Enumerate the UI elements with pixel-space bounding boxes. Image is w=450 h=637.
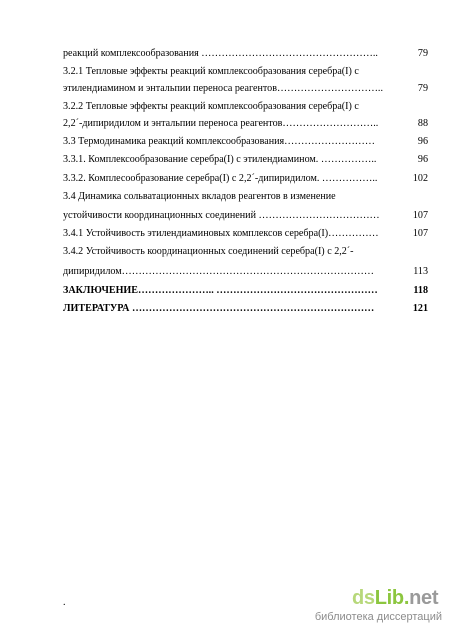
toc-entry-text: устойчивости координационных соединений ……………………………… bbox=[63, 210, 380, 221]
logo-tagline: библиотека диссертаций bbox=[314, 611, 442, 623]
toc-entry-text: 3.3.1. Комплексообразование серебра(I) с этилендиамином. …………….. bbox=[63, 154, 377, 165]
dslib-watermark bbox=[314, 587, 442, 627]
toc-entry-text: 3.4.1 Устойчивость этилендиаминовых комплексов серебра(I)…………… bbox=[63, 228, 379, 239]
logo-ds: ds bbox=[352, 587, 375, 609]
toc-entry-page: 107 bbox=[412, 210, 428, 221]
toc-entry-page: 121 bbox=[412, 303, 428, 314]
toc-entry-page: 88 bbox=[417, 118, 428, 129]
toc-entry-text: 3.2.2 Тепловые эффекты реакций комплексообразования серебра(I) с bbox=[63, 101, 359, 112]
toc-entry-text: 2,2´-дипиридилом и энтальпии переноса реагентов……………………….. bbox=[63, 118, 379, 129]
logo-net: net bbox=[409, 587, 439, 609]
toc-entry-page: 118 bbox=[413, 285, 428, 296]
toc-entry-page: 113 bbox=[413, 266, 428, 277]
stray-mark: . bbox=[63, 597, 66, 608]
toc-entry-text: 3.4 Динамика сольватационных вкладов реагентов в изменение bbox=[63, 191, 336, 202]
toc-entry-page: 107 bbox=[412, 228, 428, 239]
toc-entry-text: этилендиамином и энтальпии переноса реагентов………………………….. bbox=[63, 83, 383, 94]
logo-lib: Lib bbox=[374, 587, 404, 609]
toc-entry-page: 96 bbox=[417, 154, 428, 165]
toc-entry-page: 102 bbox=[412, 173, 428, 184]
logo-dot: . bbox=[403, 587, 410, 609]
dslib-logo bbox=[352, 587, 438, 609]
toc-entry-page: 79 bbox=[417, 83, 428, 94]
toc-entry-page: 79 bbox=[417, 48, 428, 59]
toc-entry-text: 3.2.1 Тепловые эффекты реакций комплексообразования серебра(I) с bbox=[63, 66, 359, 77]
toc-entry-page: 96 bbox=[417, 136, 428, 147]
toc-entry-text: ЗАКЛЮЧЕНИЕ………………….. ………………………………………… bbox=[63, 285, 378, 296]
toc-entry-text: дипиридилом………………………………………………………………… bbox=[63, 266, 374, 277]
toc-entry-text: ЛИТЕРАТУРА ……………………………………………………………… bbox=[63, 303, 375, 314]
toc-entry-text: 3.3 Термодинамика реакций комплексообразования……………………… bbox=[63, 136, 375, 147]
toc-entry-text: 3.4.2 Устойчивость координационных соединений серебра(I) с 2,2´- bbox=[63, 246, 354, 257]
toc-entry-text: 3.3.2. Комплесообразование серебра(I) с 2,2´-дипиридилом. …………….. bbox=[63, 173, 378, 184]
toc-entry-text: реакций комплексообразования …………………………………………….. bbox=[63, 48, 378, 59]
